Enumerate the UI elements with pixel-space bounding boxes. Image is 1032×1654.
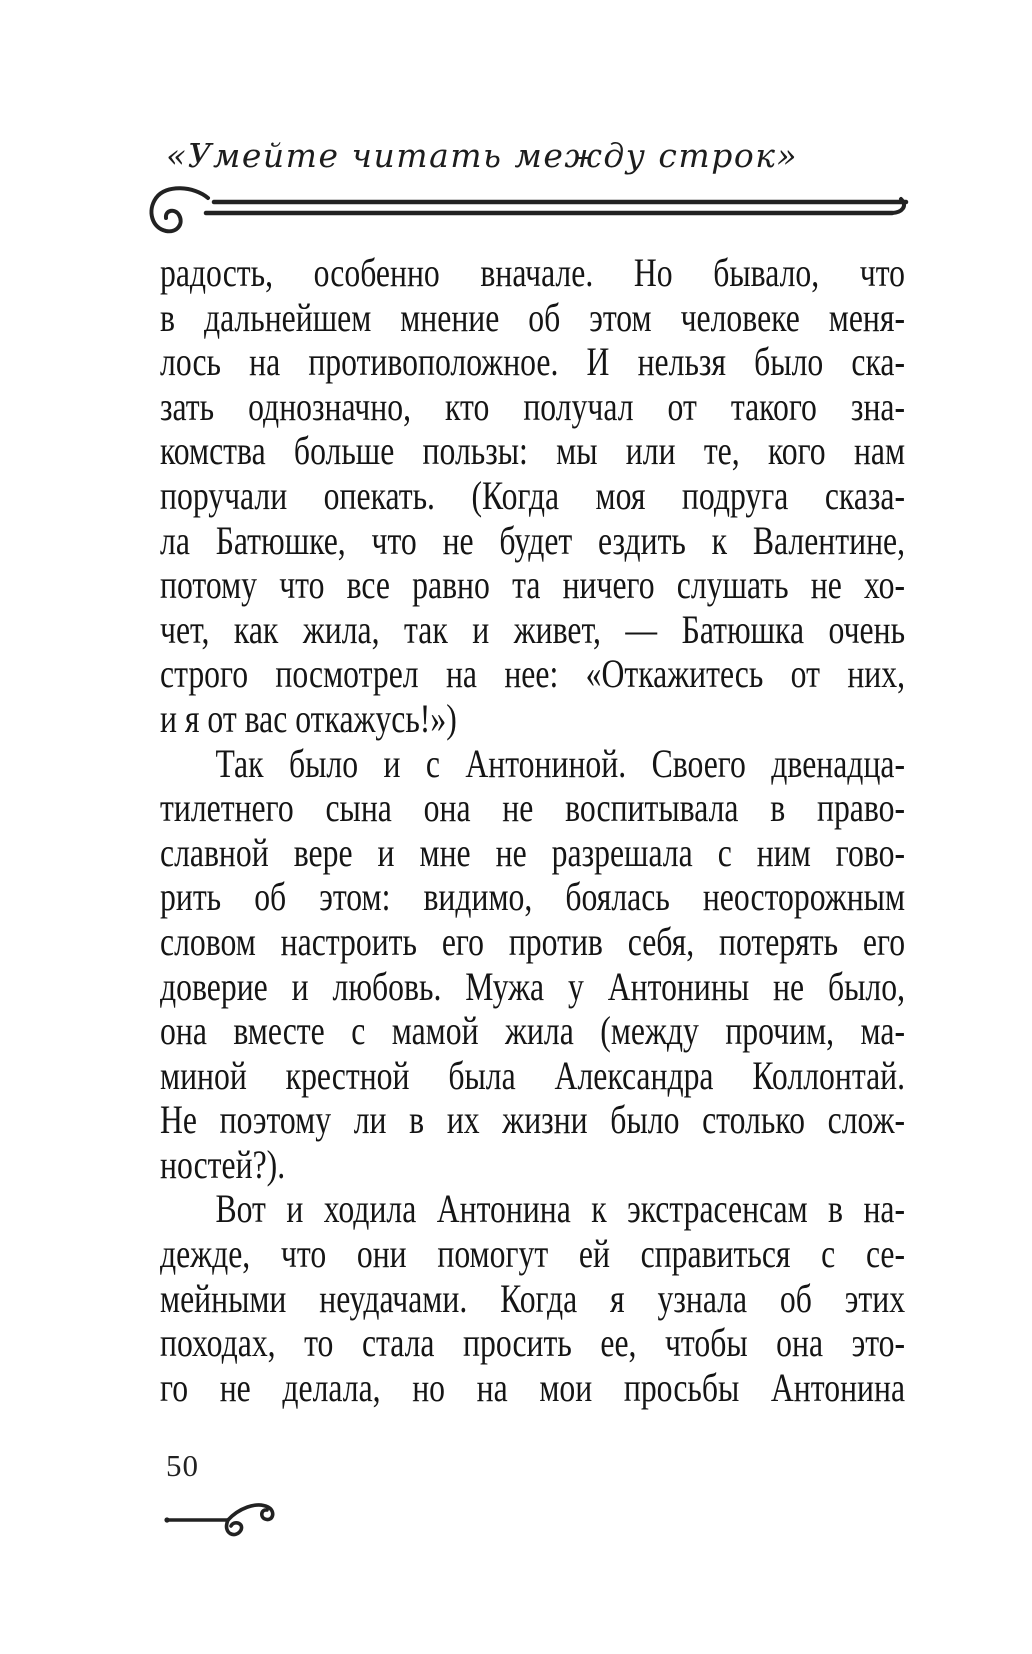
text-line: дежде, что они помогут ей справиться с се- — [160, 1231, 906, 1277]
divider-double-rule — [206, 199, 906, 213]
text-line: словом настроить его против себя, потерять его — [160, 918, 906, 964]
text-line: чет, как жила, так и живет, — Батюшка очень — [160, 606, 906, 652]
text-line: доверие и любовь. Мужа у Антонины не было, — [160, 963, 906, 1009]
text-line: го не делала, но на мои просьбы Антонина — [160, 1364, 906, 1410]
text-line: радость, особенно вначале. Но бывало, что — [160, 250, 906, 295]
text-line: и я от вас откажусь!») — [160, 695, 457, 741]
text-line: ностей?). — [160, 1141, 286, 1187]
running-header-title: «Умейте читать между строк» — [166, 136, 799, 175]
text-line: походах, то стала просить ее, чтобы она это- — [160, 1320, 906, 1366]
text-line: лось на противоположное. И нельзя было ска- — [160, 339, 906, 385]
page-number: 50 — [166, 1448, 199, 1483]
text-line: в дальнейшем мнение об этом человеке меня- — [160, 294, 906, 340]
text-line: ла Батюшке, что не будет ездить к Валентине, — [160, 517, 906, 563]
text-line: потому что все равно та ничего слушать не хо- — [160, 562, 906, 608]
text-line: поручали опекать. (Когда моя подруга сказа- — [160, 472, 906, 518]
text-line: рить об этом: видимо, боялась неосторожным — [160, 874, 906, 920]
text-line: тилетнего сына она не воспитывала в право- — [160, 785, 906, 831]
divider-swirl-icon — [151, 188, 208, 231]
top-divider-ornament — [144, 186, 916, 240]
text-line: славной вере и мне не разрешала с ним гово- — [160, 829, 906, 875]
text-line: Так было и с Антониной. Своего двенадца- — [215, 740, 906, 786]
text-line: Не поэтому ли в их жизни было столько слож- — [160, 1097, 906, 1143]
text-line: Вот и ходила Антонина к экстрасенсам в на- — [215, 1186, 906, 1232]
footer-flourish-icon — [162, 1496, 288, 1544]
text-line: миной крестной была Александра Коллонтай. — [160, 1052, 906, 1098]
page-body-text — [160, 251, 905, 1410]
text-line: мейными неудачами. Когда я узнала об этих — [160, 1275, 906, 1321]
text-line: зать однозначно, кто получал от такого зна- — [160, 383, 906, 429]
text-line: она вместе с мамой жила (между прочим, ма- — [160, 1008, 906, 1054]
text-line: комства больше пользы: мы или те, кого нам — [160, 428, 906, 474]
text-line: строго посмотрел на нее: «Откажитесь от них, — [160, 651, 906, 697]
